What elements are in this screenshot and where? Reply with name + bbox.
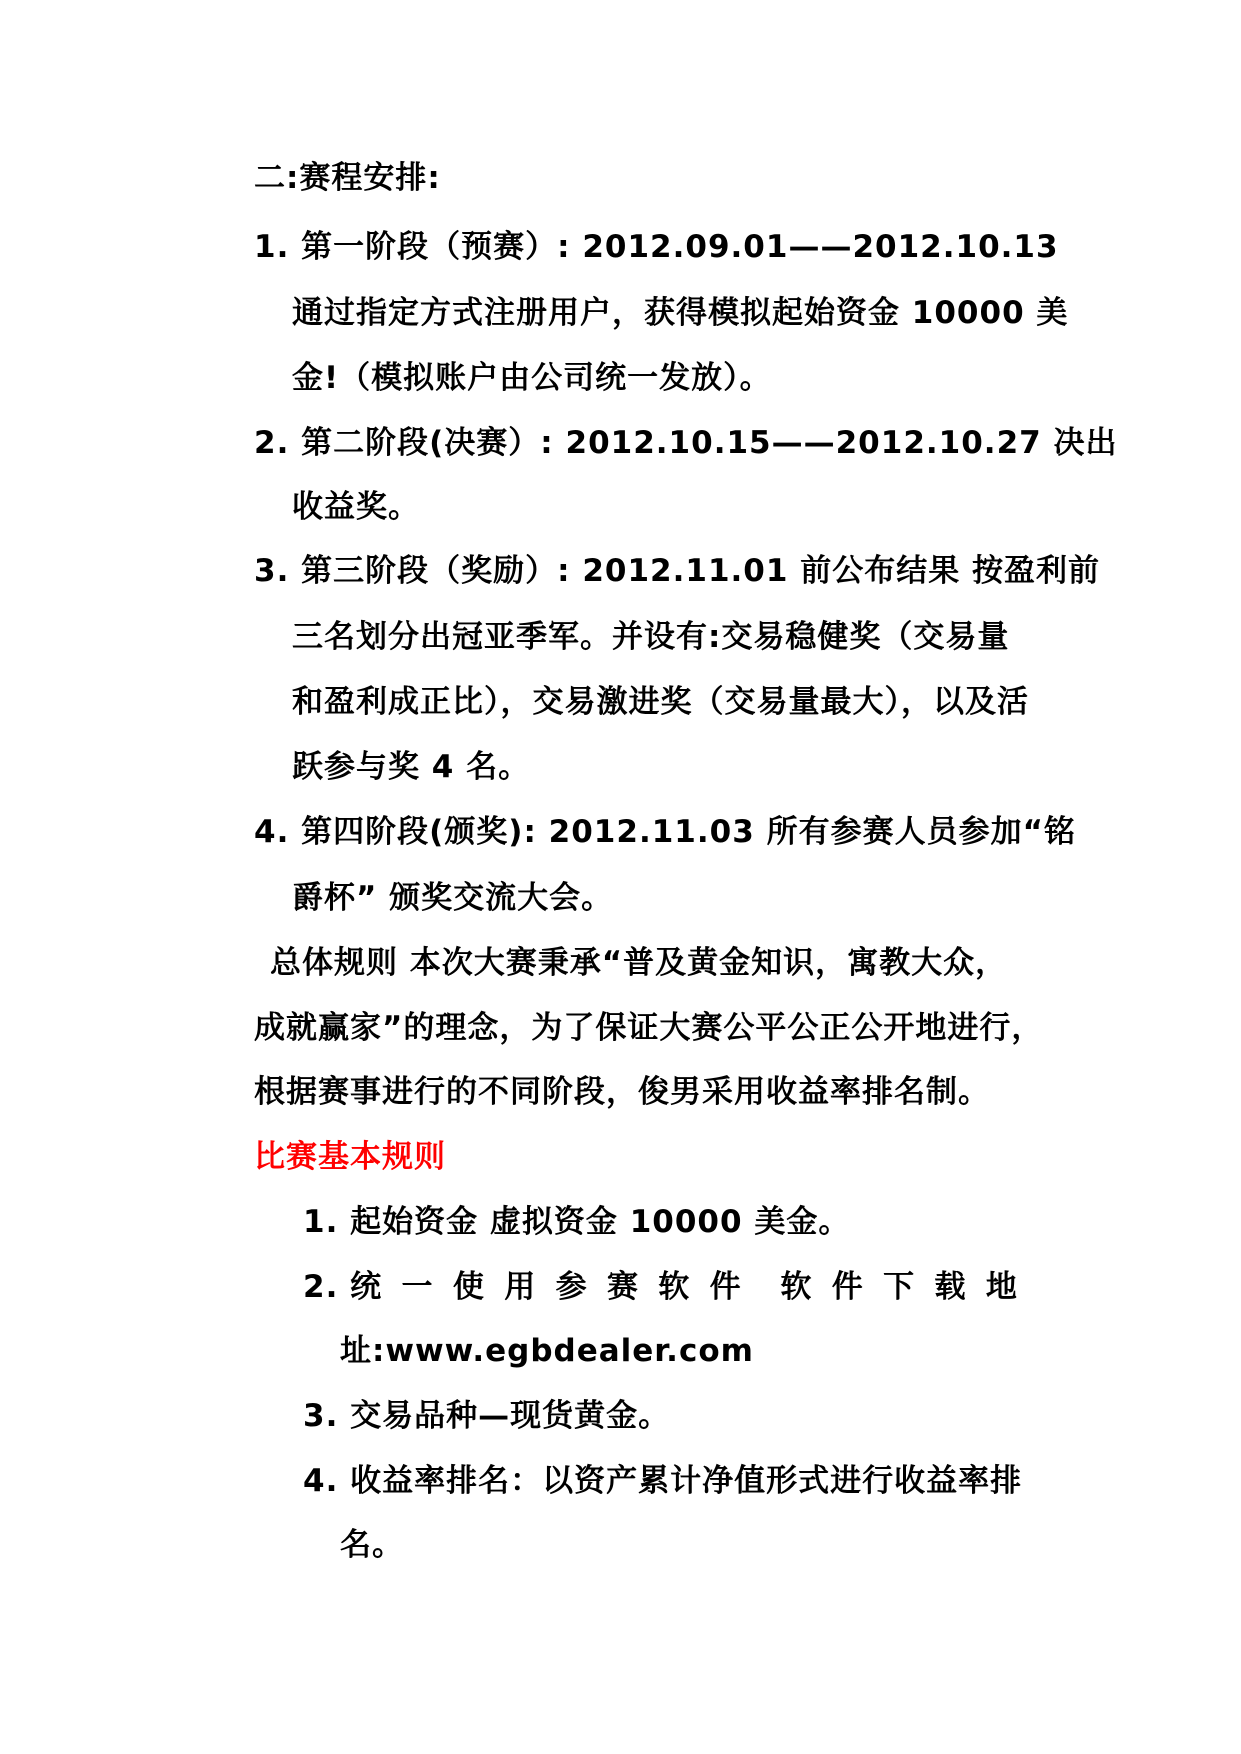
stage1-line1: 1. 第一阶段（预赛）: 2012.09.01——2012.10.13 bbox=[254, 229, 1059, 265]
stage1-line3: 金!（模拟账户由公司统一发放）。 bbox=[292, 360, 772, 396]
rule2-line1 bbox=[303, 1267, 1018, 1307]
rule4-line1: 4. 收益率排名：以资产累计净值形式进行收益率排 bbox=[303, 1463, 1023, 1499]
rule2-word: 赛 bbox=[606, 1269, 639, 1305]
basic-rules-title: 比赛基本规则 bbox=[254, 1139, 446, 1175]
stage1-line2: 通过指定方式注册用户，获得模拟起始资金 10000 美 bbox=[292, 295, 1069, 331]
general-rules-line3: 根据赛事进行的不同阶段，俊男采用收益率排名制。 bbox=[254, 1074, 990, 1110]
stage3-line4: 跃参与奖 4 名。 bbox=[292, 749, 531, 785]
rule2-word: 软 bbox=[780, 1269, 813, 1305]
stage3-line3: 和盈利成正比），交易激进奖（交易量最大），以及活 bbox=[292, 684, 1029, 720]
section-title: 二:赛程安排: bbox=[254, 160, 441, 196]
rule2-word: 参 bbox=[555, 1269, 588, 1305]
rule3: 3. 交易品种—现货黄金。 bbox=[303, 1398, 671, 1434]
rule1: 1. 起始资金 虚拟资金 10000 美金。 bbox=[303, 1204, 851, 1240]
stage4-line1: 4. 第四阶段(颁奖): 2012.11.03 所有参赛人员参加“铭 bbox=[254, 814, 1076, 850]
stage2-line1: 2. 第二阶段(决赛）: 2012.10.15——2012.10.27 决出 bbox=[254, 425, 1118, 461]
rule2-word: 件 bbox=[831, 1269, 864, 1305]
rule2-word: 地 bbox=[985, 1269, 1018, 1305]
stage2-line2: 收益奖。 bbox=[292, 489, 420, 525]
rule2-word: 下 bbox=[883, 1269, 916, 1305]
rule2-word: 2. 统 bbox=[303, 1269, 383, 1305]
general-rules-line1: 总体规则 本次大赛秉承“普及黄金知识，寓教大众， bbox=[270, 945, 1008, 981]
rule4-line2: 名。 bbox=[340, 1527, 404, 1563]
stage3-line1: 3. 第三阶段（奖励）: 2012.11.01 前公布结果 按盈利前 bbox=[254, 553, 1101, 589]
stage3-line2: 三名划分出冠亚季军。并设有:交易稳健奖（交易量 bbox=[292, 619, 1010, 655]
rule2-word: 件 bbox=[709, 1269, 742, 1305]
rule2-word: 载 bbox=[934, 1269, 967, 1305]
rule2-word: 软 bbox=[658, 1269, 691, 1305]
rule2-word: 一 bbox=[401, 1269, 434, 1305]
general-rules-line2: 成就赢家”的理念，为了保证大赛公平公正公开地进行， bbox=[254, 1010, 1044, 1046]
stage4-line2: 爵杯” 颁奖交流大会。 bbox=[292, 880, 614, 916]
rule2-line2: 址:www.egbdealer.com bbox=[340, 1333, 754, 1369]
rule2-word: 使 bbox=[452, 1269, 485, 1305]
rule2-word: 用 bbox=[504, 1269, 537, 1305]
